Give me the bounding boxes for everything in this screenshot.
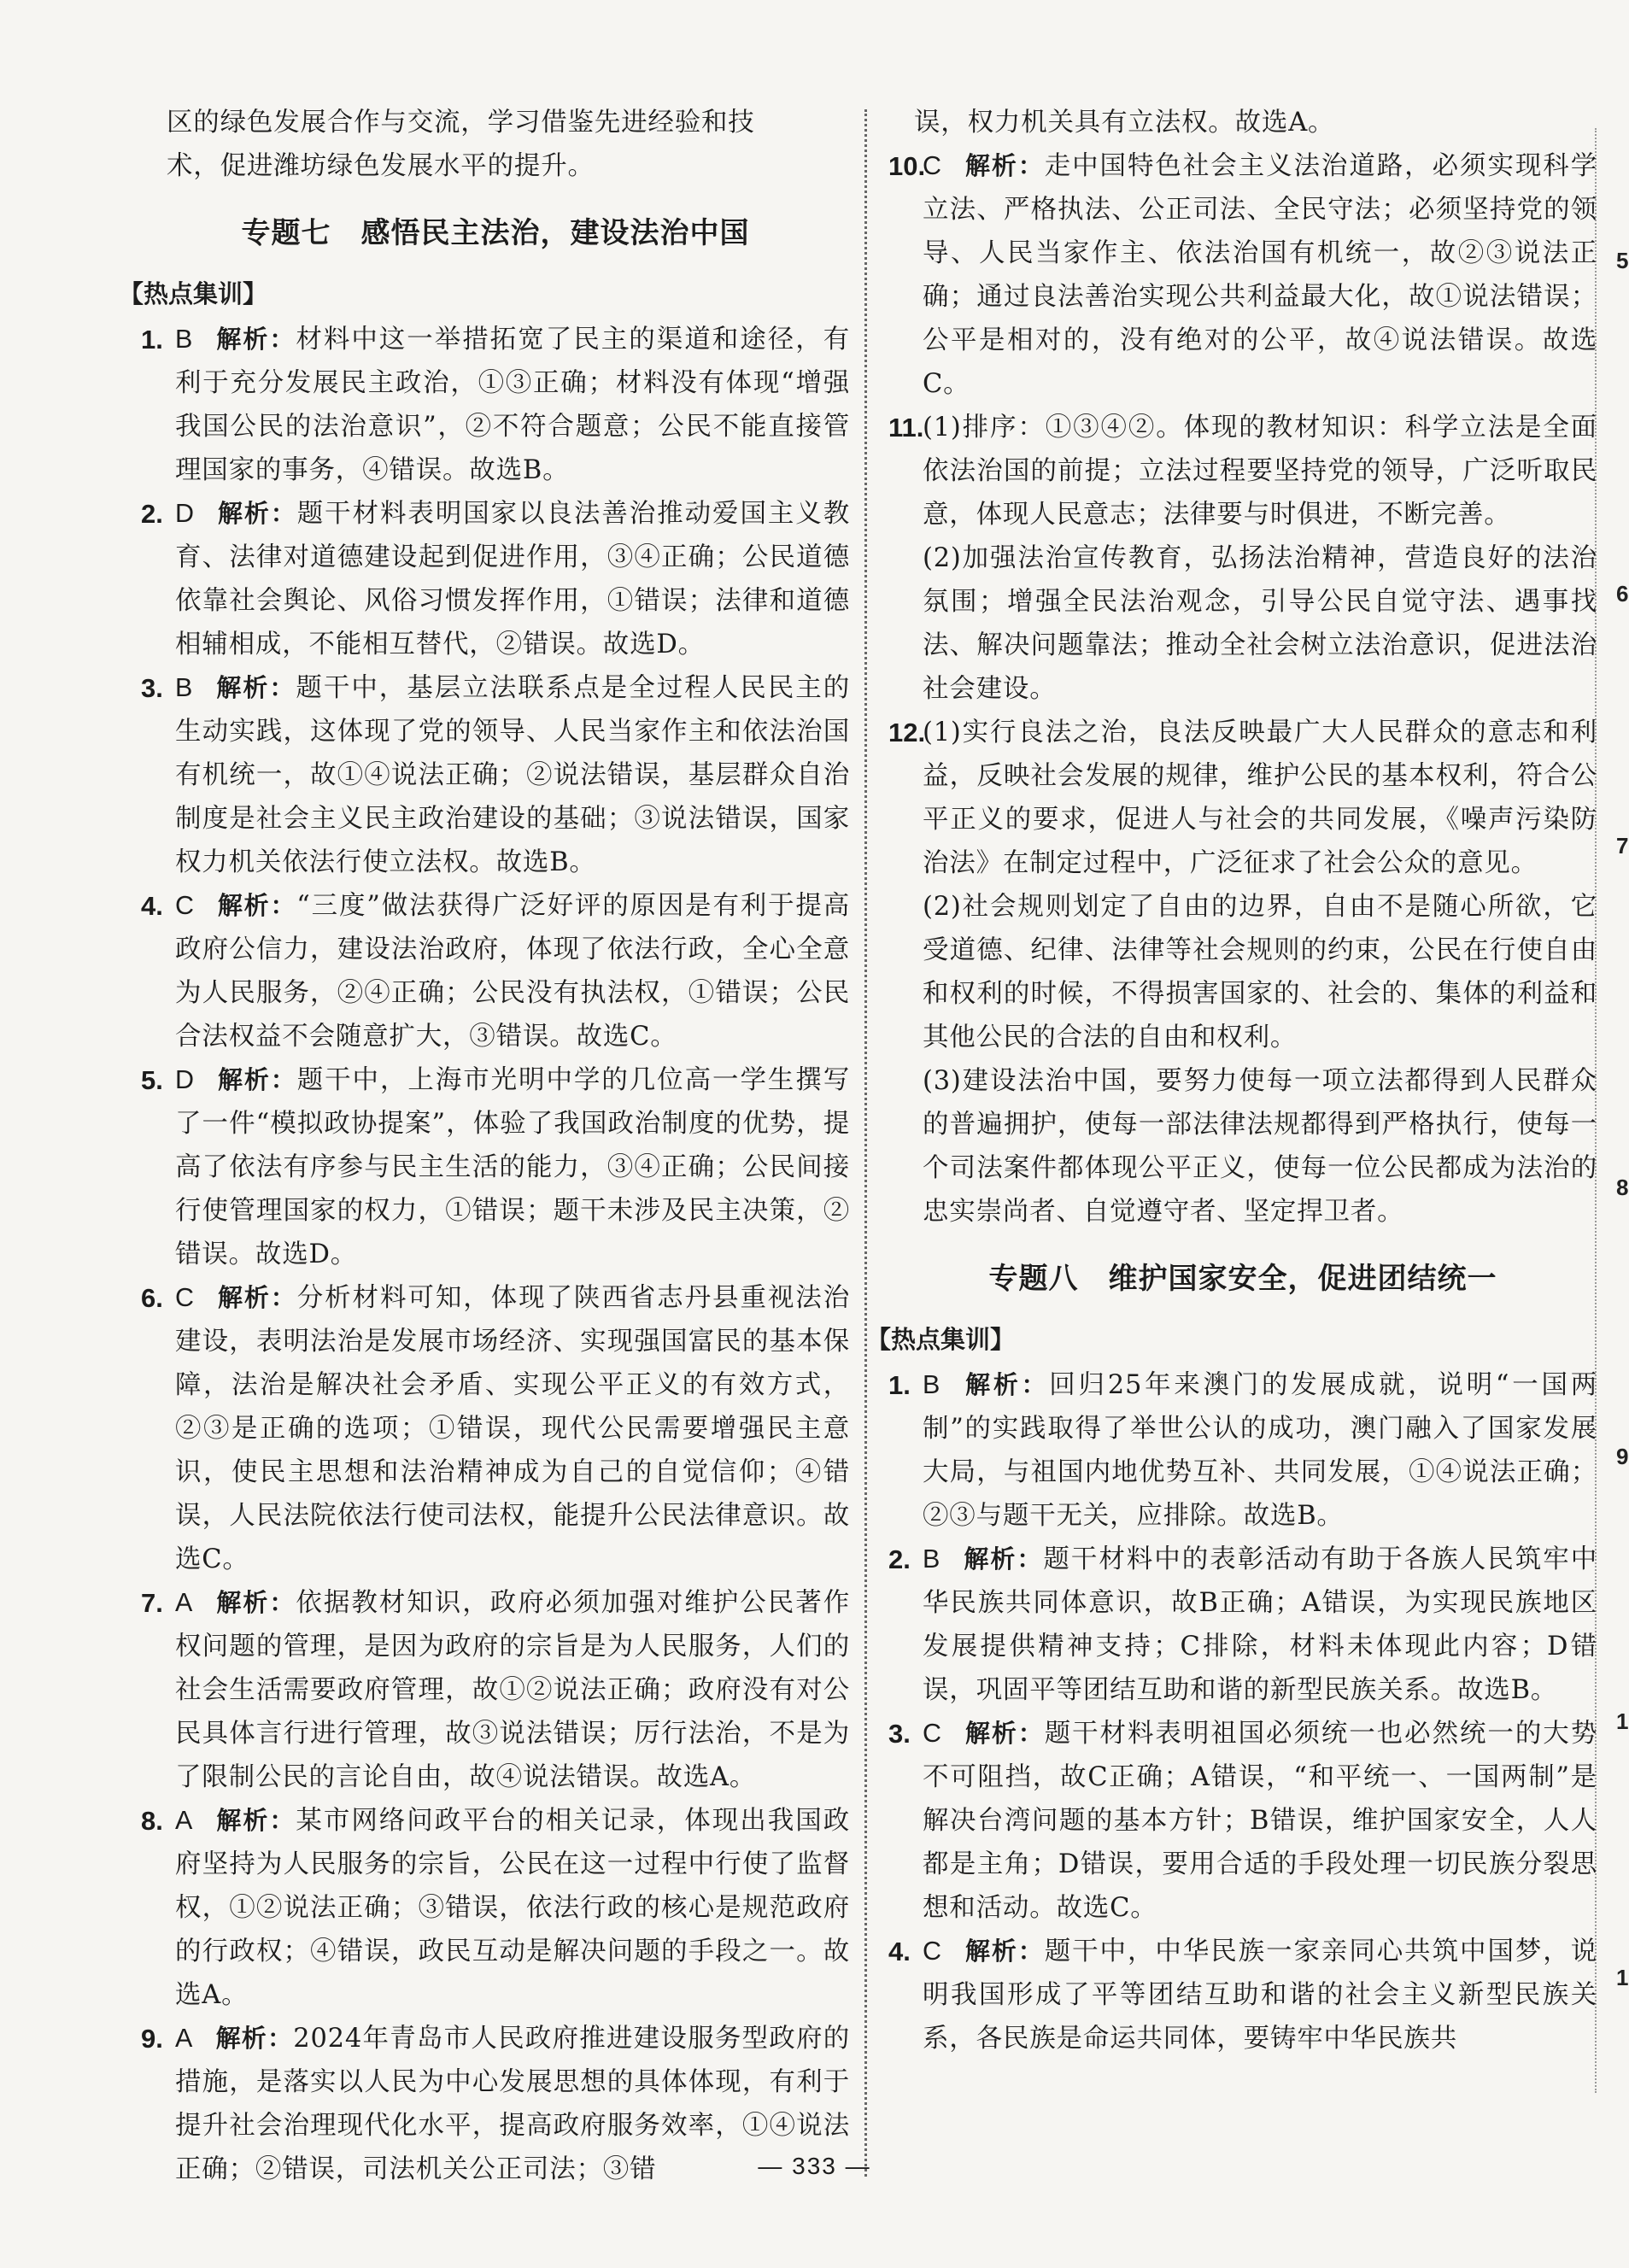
analysis-keyword: 解析： xyxy=(964,1937,1045,1966)
answer-letter: C xyxy=(923,1719,942,1748)
question-number: 11. xyxy=(888,413,924,442)
edge-mark: 1 xyxy=(1616,1965,1629,1990)
answer-body xyxy=(923,144,1597,406)
analysis-keyword: 解析： xyxy=(215,325,296,354)
analysis-keyword: 解析： xyxy=(215,1588,296,1617)
answer-item xyxy=(141,1799,850,2017)
question-number: 5. xyxy=(141,1065,163,1095)
answer-body xyxy=(175,884,850,1058)
subsection-heading: 【热点集训】 xyxy=(119,279,268,308)
edge-mark: 9 xyxy=(1616,1444,1629,1469)
answer-letter: A xyxy=(175,1806,194,1835)
analysis-keyword: 解析： xyxy=(215,2024,294,2053)
answer-text xyxy=(175,1799,850,2017)
question-number: 10. xyxy=(888,151,926,181)
answer-text xyxy=(175,1058,850,1276)
answer-body xyxy=(923,1712,1597,1930)
question-number: 12. xyxy=(888,718,926,747)
answer-body xyxy=(175,1799,850,2017)
analysis-text: 走中国特色社会主义法治道路，必须实现科学立法、严格执法、公正司法、全民守法；必须坚持党的领导、人民当家作主、依法治国有机统一，故②③说法正确；通过良法善治实现公共利益最大化，故①说法错误；公平是相对的，没有绝对的公平，故④说法错误。故选C。 xyxy=(923,151,1598,399)
answer-list xyxy=(888,144,1597,1234)
analysis-keyword: 解析： xyxy=(215,1806,296,1835)
answer-letter: C xyxy=(923,151,942,180)
answer-list xyxy=(141,318,850,2191)
analysis-text: 题干材料表明祖国必须统一也必然统一的大势不可阻挡，故C正确；A错误，“和平统一、一国两制”是解决台湾问题的基本方针；B错误，维护国家安全，人人都是主角；D错误，要用合适的手段处理一切民族分裂思想和活动。故选C。 xyxy=(923,1719,1598,1923)
answer-body xyxy=(175,1058,850,1276)
question-number: 9. xyxy=(141,2024,163,2054)
answer-text xyxy=(175,318,850,492)
answer-item xyxy=(888,1712,1597,1930)
analysis-keyword: 解析： xyxy=(963,1544,1044,1574)
answer-letter: C xyxy=(923,1937,942,1966)
answer-text xyxy=(175,1276,850,1581)
analysis-text: 分析材料可知，体现了陕西省志丹县重视法治建设，表明法治是发展市场经济、实现强国富民的基本保障，法治是解决社会矛盾、实现公平正义的有效方式，②③是正确的选项；①错误，现代公民需要增强民主意识，使民主思想和法治精神成为自己的自觉信仰；④错误，人民法院依法行使司法权，能提升公民法律意识。故选C。 xyxy=(175,1283,851,1574)
answer-text xyxy=(175,1581,850,1799)
answer-letter: A xyxy=(175,1588,194,1617)
answer-item xyxy=(888,1538,1597,1712)
question-number: 1. xyxy=(141,325,163,355)
right-column xyxy=(866,101,1598,2060)
question-number: 4. xyxy=(141,891,163,921)
answer-item xyxy=(888,406,1597,711)
analysis-text: 题干中，上海市光明中学的几位高一学生撰写了一件“模拟政协提案”，体验了我国政治制度的优势，提高了依法有序参与民主生活的能力，③④正确；公民间接行使管理国家的权力，①错误；题干未涉及民主决策，②错误。故选D。 xyxy=(175,1065,851,1269)
answer-letter: D xyxy=(175,1065,195,1094)
answer-part: (3)建设法治中国，要努力使每一项立法都得到人民群众的普遍拥护，使每一部法律法规都得到严格执行，使每一个司法案件都体现公平正义，使每一位公民都成为法治的忠实崇尚者、自觉遵守者、坚定捍卫者。 xyxy=(923,1066,1597,1227)
analysis-text: 2024年青岛市人民政府推进建设服务型政府的措施，是落实以人民为中心发展思想的具体体现，有利于提升社会治理现代化水平，提高政府服务效率，①④说法正确；②错误，司法机关公正司法；③错 xyxy=(175,2024,850,2184)
answer-text xyxy=(923,1363,1597,1538)
answer-text xyxy=(923,1930,1597,2060)
answer-body xyxy=(175,492,850,666)
answer-body xyxy=(175,318,850,492)
answer-letter: C xyxy=(175,1283,195,1312)
edge-mark: 7 xyxy=(1616,833,1629,859)
answer-item xyxy=(141,318,850,492)
answer-text xyxy=(923,144,1597,406)
analysis-text: 回归25年来澳门的发展成就，说明“一国两制”的实践取得了举世公认的成功，澳门融入了国家发展大局，与祖国内地优势互补、共同发展，①④说法正确；②③与题干无关，应排除。故选B。 xyxy=(923,1370,1597,1531)
left-column xyxy=(119,101,851,2191)
continuation-text: 误，权力机关具有立法权。故选A。 xyxy=(914,108,1335,138)
answer-body xyxy=(923,1930,1597,2060)
analysis-text: 材料中这一举措拓宽了民主的渠道和途径，有利于充分发展民主政治，①③正确；材料没有体现“增强我国公民的法治意识”，②不符合题意；公民不能直接管理国家的事务，④错误。故选B。 xyxy=(175,325,850,485)
question-number: 1. xyxy=(888,1370,911,1400)
answer-part: (1)实行良法之治，良法反映最广大人民群众的意志和利益，反映社会发展的规律，维护公民的基本权利，符合公平正义的要求，促进人与社会的共同发展，《噪声污染防治法》在制定过程中，广泛征求了社会公众的意见。 xyxy=(923,718,1597,878)
question-number: 3. xyxy=(888,1719,911,1749)
answer-letter: C xyxy=(175,891,195,920)
column-divider xyxy=(864,109,867,2177)
answer-text xyxy=(175,666,850,884)
answer-item xyxy=(888,144,1597,406)
answer-letter: D xyxy=(175,499,195,528)
question-number: 4. xyxy=(888,1937,911,1966)
answer-part: (2)加强法治宣传教育，弘扬法治精神，营造良好的法治氛围；增强全民法治观念，引导公民自觉守法、遇事找法、解决问题靠法；推动全社会树立法治意识，促进法治社会建设。 xyxy=(923,543,1597,704)
answer-body xyxy=(923,406,1597,711)
analysis-keyword: 解析： xyxy=(216,1283,297,1312)
answer-part: (1)排序：①③④②。体现的教材知识：科学立法是全面依法治国的前提；立法过程要坚持党的领导，广泛听取民意，体现人民意志；法律要与时俱进，不断完善。 xyxy=(923,413,1597,530)
analysis-keyword: 解析： xyxy=(216,499,297,528)
analysis-keyword: 解析： xyxy=(964,151,1045,180)
edge-mark: 8 xyxy=(1616,1175,1629,1200)
analysis-text: 某市网络问政平台的相关记录，体现出我国政府坚持为人民服务的宗旨，公民在这一过程中行使了监督权，①②说法正确；③错误，依法行政的核心是规范政府的行政权；④错误，政民互动是解决问题的手段之一。故选A。 xyxy=(175,1806,850,2010)
analysis-text: 题干材料表明国家以良法善治推动爱国主义教育、法律对道德建设起到促进作用，③④正确；公民道德依靠社会舆论、风俗习惯发挥作用，①错误；法律和道德相辅相成，不能相互替代，②错误。故选D。 xyxy=(175,499,851,659)
answer-item xyxy=(141,666,850,884)
answer-letter: B xyxy=(175,673,194,702)
answer-item xyxy=(888,1363,1597,1538)
intro-line-1: 区的绿色发展合作与交流，学习借鉴先进经验和技 xyxy=(167,108,755,138)
answer-text xyxy=(923,1712,1597,1930)
question-number: 3. xyxy=(141,673,163,703)
analysis-text: 题干材料中的表彰活动有助于各族人民筑牢中华民族共同体意识，故B正确；A错误，为实现民族地区发展提供精神支持；C排除，材料未体现此内容；D错误，巩固平等团结互助和谐的新型民族关系。故选B。 xyxy=(923,1544,1597,1705)
edge-mark: 5 xyxy=(1616,248,1629,273)
intro-line-2: 术，促进潍坊绿色发展水平的提升。 xyxy=(167,151,595,181)
answer-body xyxy=(175,1276,850,1581)
analysis-text: 题干中，中华民族一家亲同心共筑中国梦，说明我国形成了平等团结互助和谐的社会主义新型民族关系，各民族是命运共同体，要铸牢中华民族共 xyxy=(923,1937,1598,2054)
answer-body xyxy=(923,1538,1597,1712)
analysis-keyword: 解析： xyxy=(215,673,296,702)
answer-item xyxy=(888,1930,1597,2060)
section-title-8: 专题八 维护国家安全，促进团结统一 xyxy=(988,1262,1497,1296)
analysis-text: 依据教材知识，政府必须加强对维护公民著作权问题的管理，是因为政府的宗旨是为人民服务，人们的社会生活需要政府管理，故①②说法正确；政府没有对公民具体言行进行管理，故③说法错误；厉行法治，不是为了限制公民的言论自由，故④说法错误。故选A。 xyxy=(175,1588,850,1792)
analysis-keyword: 解析： xyxy=(963,1370,1050,1399)
answer-body xyxy=(923,1363,1597,1538)
question-number: 7. xyxy=(141,1588,163,1618)
analysis-keyword: 解析： xyxy=(964,1719,1045,1748)
answer-item xyxy=(141,884,850,1058)
section-title-7: 专题七 感悟民主法治，建设法治中国 xyxy=(241,216,750,250)
analysis-keyword: 解析： xyxy=(216,1065,297,1094)
answer-part: (2)社会规则划定了自由的边界，自由不是随心所欲，它受道德、纪律、法律等社会规则的约束，公民在行使自由和权利的时候，不得损害国家的、社会的、集体的利益和其他公民的合法的自由和权利。 xyxy=(923,892,1597,1052)
answer-text xyxy=(175,884,850,1058)
analysis-text: “三度”做法获得广泛好评的原因是有利于提高政府公信力，建设法治政府，体现了依法行政，全心全意为人民服务，②④正确；公民没有执法权，①错误；公民合法权益不会随意扩大，③错误。故选C。 xyxy=(175,891,850,1052)
answer-item xyxy=(141,492,850,666)
answer-letter: A xyxy=(175,2024,194,2053)
edge-mark: 1 xyxy=(1616,1708,1629,1734)
question-number: 8. xyxy=(141,1806,163,1836)
subsection-heading: 【热点集训】 xyxy=(866,1325,1016,1354)
answer-body xyxy=(175,666,850,884)
answer-item xyxy=(888,711,1597,1234)
page-number: — 333 — xyxy=(758,2153,871,2179)
question-number: 2. xyxy=(888,1544,911,1574)
analysis-keyword: 解析： xyxy=(216,891,297,920)
question-number: 6. xyxy=(141,1283,163,1313)
answer-text xyxy=(175,492,850,666)
answer-body xyxy=(175,1581,850,1799)
answer-item xyxy=(141,1581,850,1799)
answer-letter: B xyxy=(923,1544,941,1574)
answer-list xyxy=(888,1363,1597,2060)
answer-item xyxy=(141,1276,850,1581)
answer-item xyxy=(141,1058,850,1276)
answer-text xyxy=(923,1538,1597,1712)
answer-letter: B xyxy=(923,1370,941,1399)
answer-letter: B xyxy=(175,325,194,354)
answer-body xyxy=(923,711,1597,1234)
question-number: 2. xyxy=(141,499,163,529)
edge-mark: 6 xyxy=(1616,581,1629,607)
analysis-text: 题干中，基层立法联系点是全过程人民民主的生动实践，这体现了党的领导、人民当家作主和依法治国有机统一，故①④说法正确；②说法错误，基层群众自治制度是社会主义民主政治建设的基础；③说法错误，国家权力机关依法行使立法权。故选B。 xyxy=(175,673,850,877)
